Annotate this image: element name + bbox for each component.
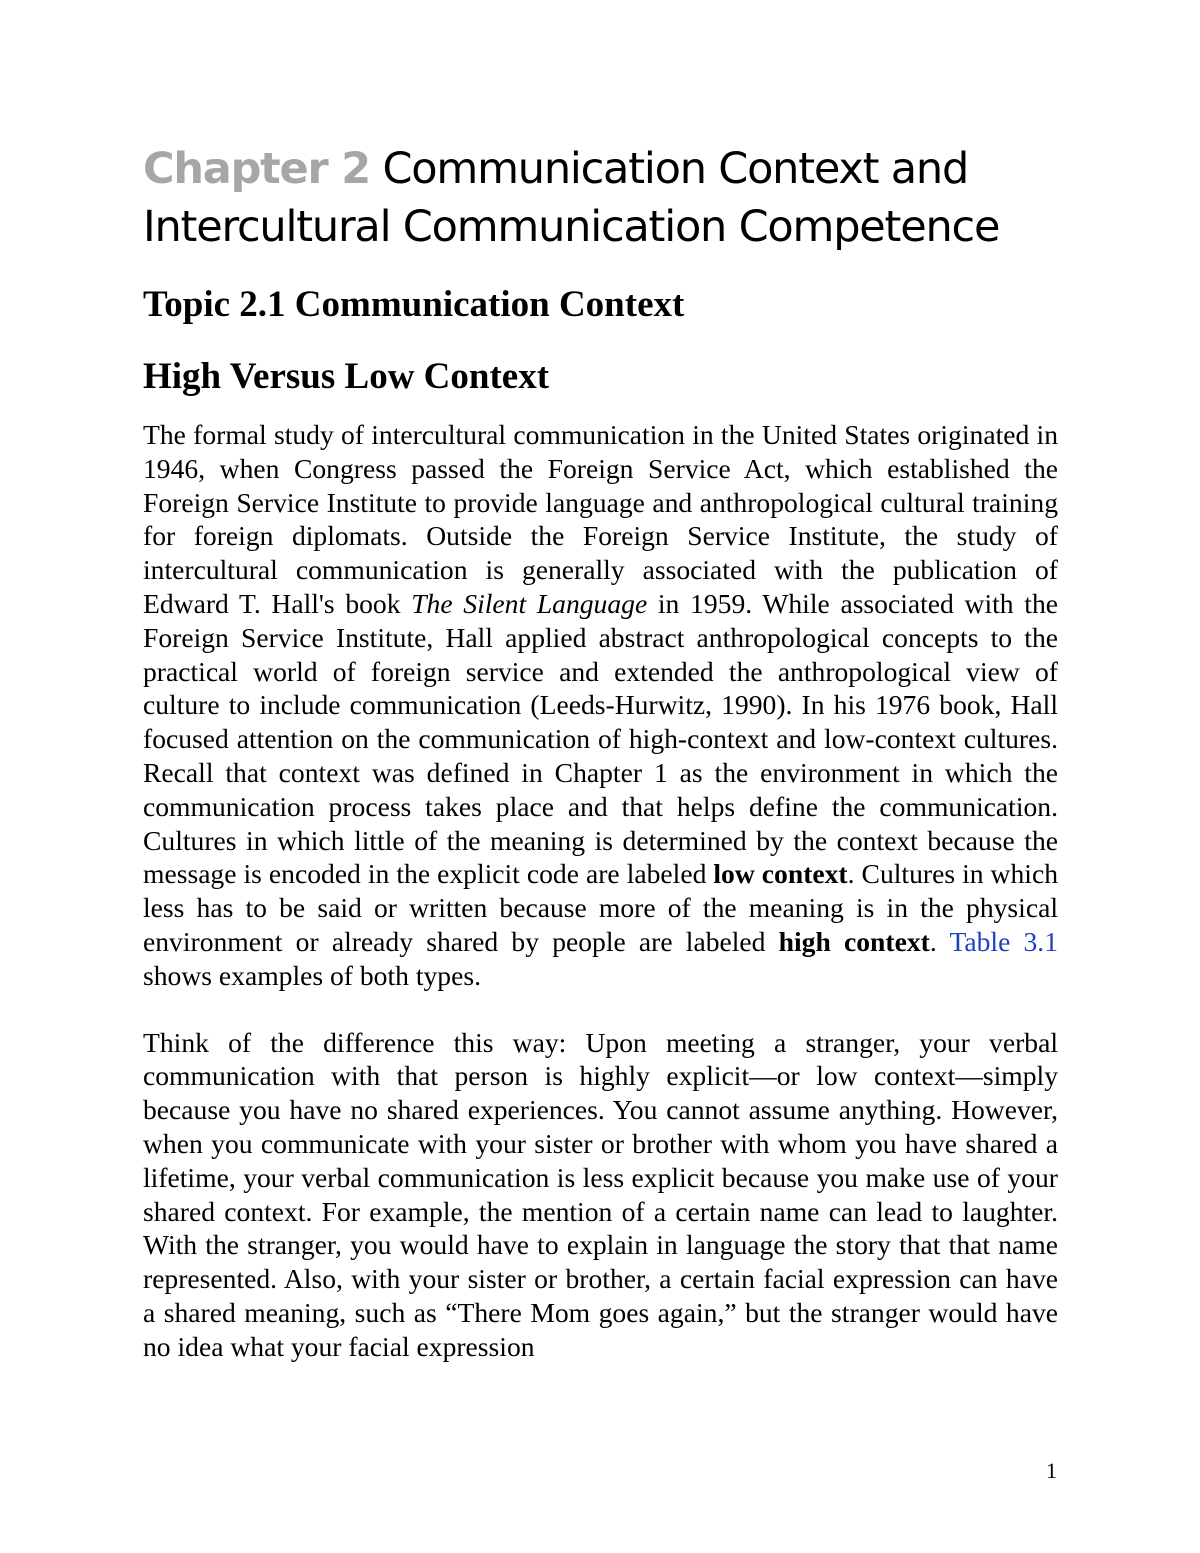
- chapter-title-text: Communication Context and Intercultural Communication Competence: [143, 144, 1000, 252]
- chapter-label: Chapter 2: [143, 144, 370, 194]
- paragraph-1-text-e: shows examples of both types.: [143, 959, 481, 991]
- paragraph-1-text-c: . Cultures in which less has to be said or written because more of the meaning is in the physical environment or already shared by people are labeled: [143, 858, 1058, 957]
- term-high-context: high context: [778, 925, 930, 957]
- paragraph-1-text-d: .: [929, 925, 950, 957]
- book-title: The Silent Language: [411, 587, 648, 619]
- paragraph-1-text-b: in 1959. While associated with the Foreign Service Institute, Hall applied abstract anthropological concepts to the practical world of foreign service and extended the anthropological view of culture to include communication (Leeds-Hurwitz, 1990). In his 1976 book, Hall focused attention on the communication of high-context and low-context cultures. Recall that context was defined in Chapter 1 as the environment in which the communication process takes place and that helps define the communication. Cultures in which little of the meaning is determined by the context because the message is encoded in the explicit code are labeled: [143, 587, 1058, 890]
- table-reference-link[interactable]: Table 3.1: [949, 925, 1059, 957]
- body-paragraph-1: [143, 418, 1058, 993]
- page-content: [143, 140, 1058, 1364]
- page-number: 1: [1046, 1458, 1057, 1483]
- term-low-context: low context: [713, 858, 848, 890]
- chapter-title: [143, 140, 1058, 256]
- body-paragraph-2: Think of the difference this way: Upon meeting a stranger, your verbal communication with that person is highly explicit—or low context—simply because you have no shared experiences. You cannot assume anything. However, when you communicate with your sister or brother with whom you have shared a lifetime, your verbal communication is less explicit because you make use of your shared context. For example, the mention of a certain name can lead to laughter. With the stranger, you would have to explain in language the story that that name represented. Also, with your sister or brother, a certain facial expression can have a shared meaning, such as “There Mom goes again,” but the stranger would have no idea what your facial expression: [143, 1026, 1058, 1362]
- section-heading: High Versus Low Context: [143, 356, 550, 397]
- paragraph-1-text-a: The formal study of intercultural communication in the United States originated in 1946, when Congress passed the Foreign Service Act, which established the Foreign Service Institute to provide language and anthropological cultural training for foreign diplomats. Outside the Foreign Service Institute, the study of intercultural communication is generally associated with the publication of Edward T. Hall's book: [143, 419, 1058, 619]
- topic-heading: Topic 2.1 Communication Context: [143, 284, 685, 325]
